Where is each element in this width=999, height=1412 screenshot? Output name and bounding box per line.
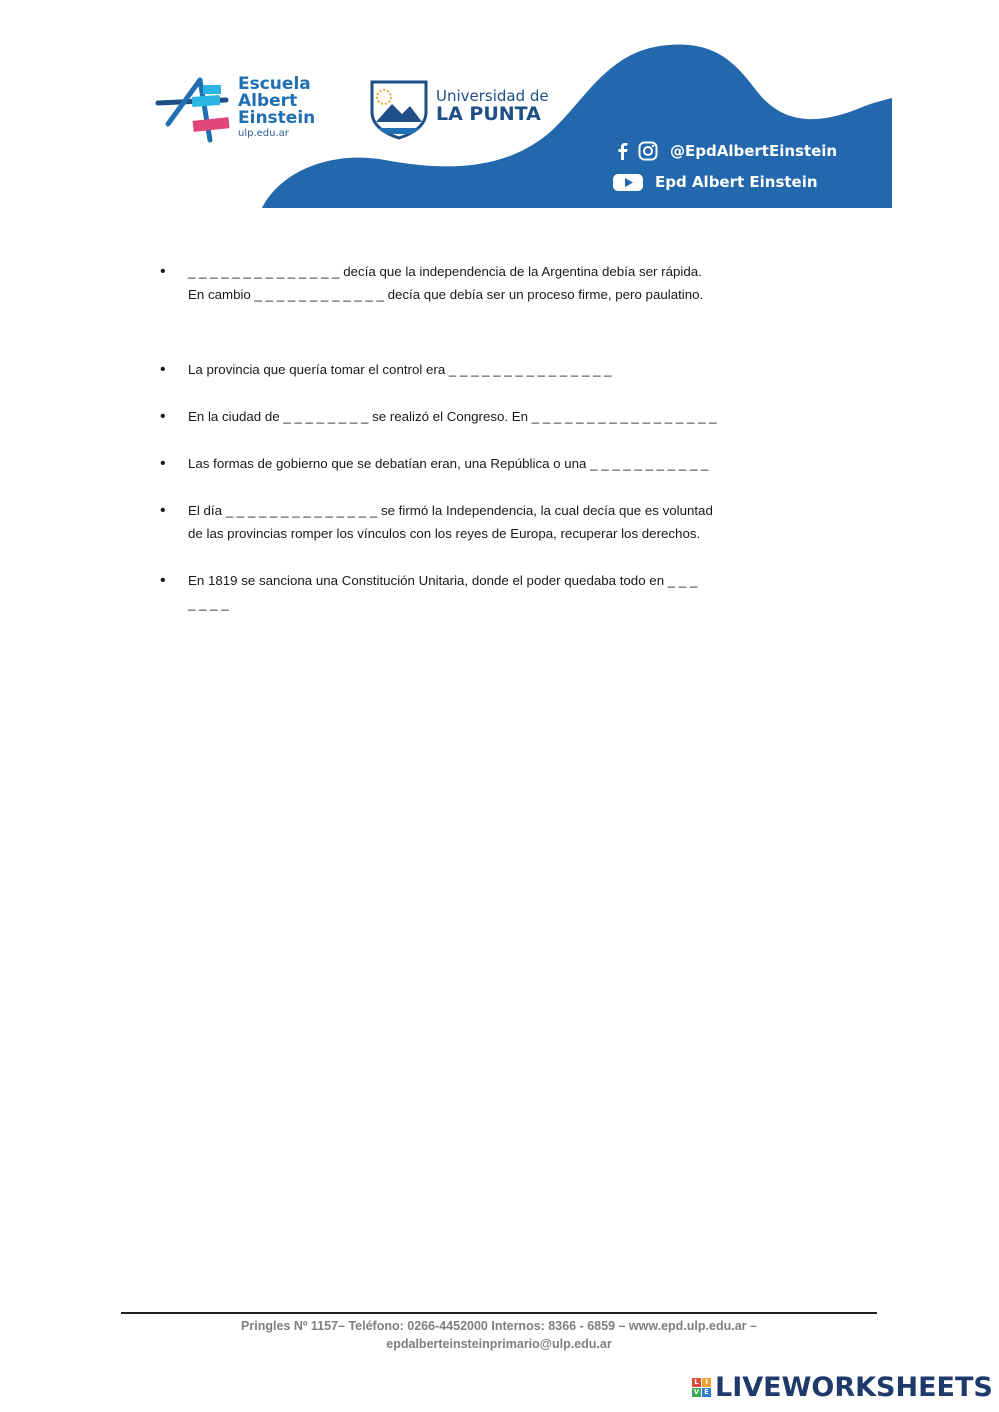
university-name-line2: LA PUNTA [436, 103, 541, 125]
liveworksheets-watermark [692, 1372, 993, 1403]
question-text: _ _ _ _ _ _ _ _ _ _ _ _ _ _ decía que la independencia de la Argentina debía ser rápida. [188, 264, 702, 279]
instagram-handle: @EpdAlbertEinstein [670, 142, 838, 160]
question-text: En la ciudad de _ _ _ _ _ _ _ _ se realizó el Congreso. En _ _ _ _ _ _ _ _ _ _ _ _ _ _ _ _ _ [188, 409, 717, 424]
youtube-icon [612, 171, 644, 193]
question-text-continued: En cambio _ _ _ _ _ _ _ _ _ _ _ _ decía que debía ser un proceso firme, pero paulatino. [188, 287, 704, 302]
facebook-icon [612, 140, 634, 162]
question-item [160, 452, 800, 475]
question-text: Las formas de gobierno que se debatían eran, una República o una _ _ _ _ _ _ _ _ _ _ _ [188, 456, 709, 471]
school-domain: ulp.edu.ar [238, 128, 289, 139]
university-name-line1: Universidad de [436, 87, 549, 105]
instagram-icon [637, 140, 659, 162]
liveworksheets-text: LIVEWORKSHEETS [715, 1372, 993, 1403]
question-text-continued: _ _ _ _ [188, 596, 229, 611]
university-logo-text [436, 88, 549, 124]
university-shield [372, 82, 426, 138]
footer-divider [121, 1312, 877, 1314]
question-item [160, 260, 800, 306]
school-name-line1: Escuela [238, 74, 311, 94]
question-text-continued: de las provincias romper los vínculos con los reyes de Europa, recuperar los derechos. [188, 526, 701, 541]
social-row-youtube [612, 171, 818, 193]
worksheet-questions [160, 260, 800, 615]
footer-email: epdalberteinsteinprimario@ulp.edu.ar [386, 1337, 612, 1351]
school-logo-mark [158, 80, 230, 140]
footer-contact [121, 1317, 877, 1353]
liveworksheets-logo-icon: L I V E [692, 1378, 711, 1397]
question-text: La provincia que quería tomar el control era _ _ _ _ _ _ _ _ _ _ _ _ _ _ _ [188, 362, 612, 377]
question-text: En 1819 se sanciona una Constitución Unitaria, donde el poder quedaba todo en _ _ _ [188, 573, 698, 588]
question-item [160, 358, 800, 381]
school-name-line2: Albert [238, 91, 298, 111]
question-text: El día _ _ _ _ _ _ _ _ _ _ _ _ _ _ se firmó la Independencia, la cual decía que es voluntad [188, 503, 713, 518]
school-name-line3: Einstein [238, 108, 316, 128]
social-row-instagram [612, 140, 837, 162]
school-logo-text [238, 76, 315, 140]
question-item [160, 569, 800, 615]
question-item [160, 405, 800, 428]
footer-address: Pringles Nº 1157– Teléfono: 0266-4452000 Internos: 8366 - 6859 – www.epd.ulp.edu.ar – [241, 1319, 757, 1333]
question-item [160, 499, 800, 545]
youtube-channel: Epd Albert Einstein [655, 173, 818, 191]
